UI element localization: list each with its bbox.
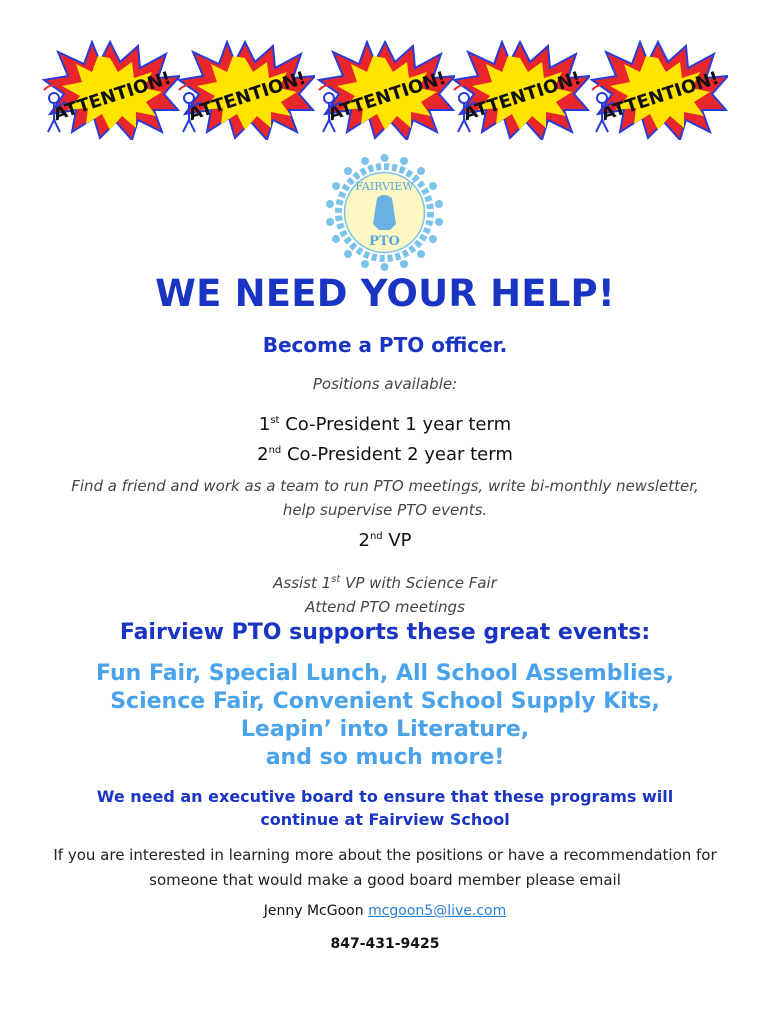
logo-bottom-text: PTO — [369, 234, 400, 249]
contact-name: Jenny McGoon — [263, 903, 364, 919]
subheadline: Become a PTO officer. — [262, 333, 508, 357]
positions-label: Positions available: — [312, 375, 458, 393]
attention-burst-icon — [175, 40, 315, 140]
vp-description: Assist 1st VP with Science Fair Attend PTO meetings — [273, 574, 497, 616]
attention-burst-icon — [315, 40, 455, 140]
copresident-description: Find a friend and work as a team to run PTO meetings, write bi-monthly newsletter, help supervise PTO events. — [71, 477, 699, 519]
attention-burst-icon — [40, 40, 180, 140]
attention-burst-icon — [450, 40, 590, 140]
contact-email-link[interactable]: mcgoon5@live.com — [368, 903, 507, 919]
attention-text: ATTENTION! — [50, 67, 174, 126]
vp-position: 2nd VP — [358, 530, 412, 551]
attention-burst-icon — [588, 40, 728, 140]
position-item: 1st Co-President 1 year term — [258, 414, 512, 435]
attention-text: ATTENTION! — [598, 67, 722, 126]
attention-text: ATTENTION! — [325, 67, 449, 126]
attention-banner-row — [40, 40, 730, 145]
headline: WE NEED YOUR HELP! — [155, 272, 615, 315]
contact-line — [0, 903, 770, 919]
position-item: 2nd Co-President 2 year term — [257, 444, 513, 465]
events-list: Fun Fair, Special Lunch, All School Assemblies, Science Fair, Convenient School Supply Kits, Leapin’ into Literature, and so much more! — [96, 661, 674, 770]
interest-text: If you are interested in learning more about the positions or have a recommendation for someone that would make a good board member please email — [53, 846, 717, 889]
positions-list — [0, 408, 770, 468]
logo-top-text: FAIRVIEW — [355, 180, 414, 193]
attention-text: ATTENTION! — [185, 67, 309, 126]
attention-text: ATTENTION! — [460, 67, 584, 126]
fairview-pto-logo — [322, 150, 447, 275]
supports-heading: Fairview PTO supports these great events: — [119, 620, 651, 645]
contact-phone: 847-431-9425 — [330, 936, 440, 952]
executive-board-note: We need an executive board to ensure that these programs will continue at Fairview School — [96, 787, 674, 829]
